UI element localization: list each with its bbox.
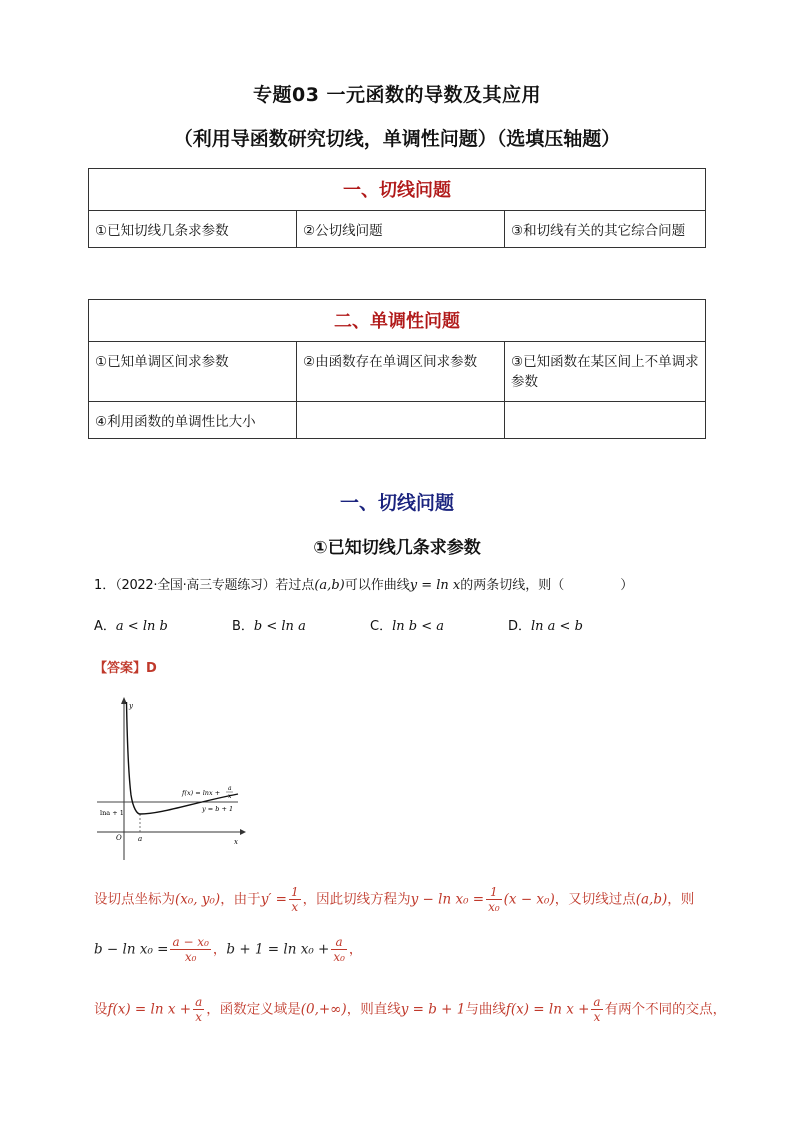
option-b: B．b < ln a (232, 619, 306, 634)
y-axis-label: y (129, 702, 133, 710)
table-header: 一、切线问题 (89, 169, 706, 211)
solution-line-3: 设f(x) = ln x + $\frac{a}{x}$ ，函数定义域是(0,+∞)，则直线y = b + 1与曲线f(x) = ln x + $\frac{a}{x}$ 有两个不同的交点， (94, 995, 727, 1024)
topic-table-monotonic (88, 299, 706, 439)
curve-label-num: a (228, 785, 232, 792)
question-text: ） (620, 578, 634, 593)
solution-line-2: b − ln x₀ = $\frac{\text{a − x₀}}{\text{x₀}}$ ，b + 1 = ln x₀ + $\frac{a}{\text{x₀}}$ ， (94, 935, 363, 964)
sub-heading: ①已知切线几条求参数 (313, 538, 481, 558)
table-cell (297, 402, 505, 439)
math-point: (a,b) (314, 578, 345, 593)
option-d: D．ln a < b (508, 619, 583, 634)
page-title: 专题03 一元函数的导数及其应用 (252, 84, 542, 106)
curve-label: f(x) = lnx + (182, 789, 221, 797)
line-label: y = b + 1 (202, 805, 234, 813)
question-text: 可以作曲线 (344, 578, 410, 593)
answer: 【答案】D (94, 661, 157, 676)
question-1 (94, 574, 633, 593)
question-text: 若过点 (275, 578, 315, 593)
question-text: 的两条切线，则（ (460, 578, 565, 593)
table-cell: ③已知函数在某区间上不单调求参数 (505, 342, 706, 402)
curve-label-den: x (228, 793, 232, 800)
lna-plus-1-label: lna + 1 (100, 809, 124, 817)
table-cell: ③和切线有关的其它综合问题 (505, 211, 706, 248)
page-subtitle: （利用导函数研究切线，单调性问题）（选填压轴题） (173, 128, 621, 150)
x-axis-label: x (234, 838, 238, 846)
table-cell (505, 402, 706, 439)
origin-label: O (116, 834, 122, 842)
option-c: C．ln b < a (370, 619, 444, 634)
table-cell: ①已知单调区间求参数 (89, 342, 297, 402)
question-source: （2022·全国·高三专题练习） (115, 578, 276, 593)
function-graph (92, 690, 252, 862)
table-header: 二、单调性问题 (89, 300, 706, 342)
table-cell: ①已知切线几条求参数 (89, 211, 297, 248)
x-axis-arrow (240, 829, 246, 835)
math-curve: y = ln x (409, 578, 461, 593)
a-label: a (138, 835, 143, 843)
topic-table-tangent (88, 168, 706, 248)
table-cell: ②由函数存在单调区间求参数 (297, 342, 505, 402)
option-a: A．a < ln b (94, 619, 168, 634)
table-cell: ②公切线问题 (297, 211, 505, 248)
curve (127, 702, 239, 814)
solution-line-1: 设切点坐标为(x₀, y₀)，由于y′ = $\frac{1}{x}$ ，因此切线方程为y − ln x₀ = $\frac{1}{\text{x₀}}$ (x − x₀)，又切线过点(a,b)，则 (94, 885, 695, 914)
question-number: 1． (94, 578, 116, 593)
table-cell: ④利用函数的单调性比大小 (89, 402, 297, 439)
section-heading: 一、切线问题 (339, 492, 454, 514)
